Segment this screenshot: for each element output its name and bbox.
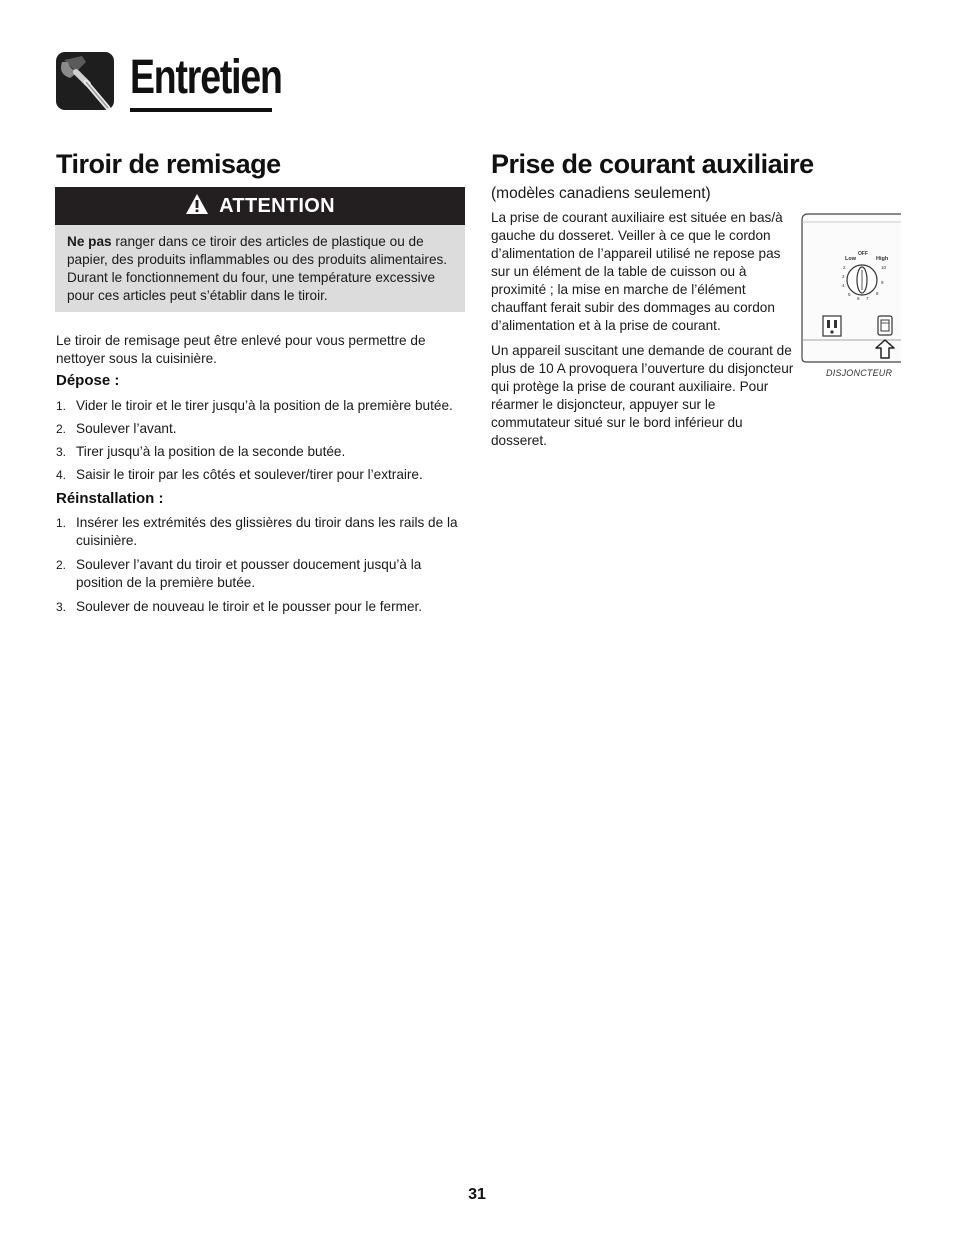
- attention-banner: [55, 187, 465, 225]
- removal-steps: [56, 397, 466, 484]
- breaker-switch-icon: [878, 316, 892, 335]
- section-subtitle: (modèles canadiens seulement): [491, 185, 711, 202]
- list-item: 1. Vider le tiroir et le tirer jusqu’à la position de la première butée.: [56, 398, 453, 413]
- svg-text:6: 6: [857, 296, 860, 301]
- page-number: 31: [468, 1186, 486, 1203]
- backguard-illustration: [800, 212, 902, 364]
- removal-heading: Dépose :: [56, 372, 120, 389]
- control-knob-icon: [847, 265, 877, 295]
- svg-text:OFF: OFF: [858, 251, 868, 257]
- svg-text:Low: Low: [845, 256, 856, 262]
- reinstall-heading: Réinstallation :: [56, 490, 164, 507]
- attention-lead: Ne pas: [67, 234, 112, 249]
- svg-text:High: High: [876, 256, 889, 262]
- svg-text:8: 8: [876, 291, 879, 296]
- figure-caption: DISJONCTEUR: [826, 368, 893, 378]
- warning-triangle-icon: [185, 193, 209, 220]
- outlet-icon: [823, 316, 841, 336]
- list-item: 3. Tirer jusqu’à la position de la seconde butée.: [56, 444, 346, 459]
- drawer-intro-text: Le tiroir de remisage peut être enlevé pour vous permettre de nettoyer sous la cuisinière.: [56, 333, 426, 366]
- svg-text:2: 2: [843, 265, 846, 270]
- list-item: 4. Saisir le tiroir par les côtés et soulever/tirer pour l’extraire.: [56, 467, 423, 482]
- svg-text:4: 4: [842, 283, 845, 288]
- svg-text:10: 10: [881, 265, 887, 270]
- list-item: 2. Soulever l’avant du tiroir et pousser doucement jusqu’à la position de la première butée.: [56, 557, 422, 590]
- aux-outlet-paragraph-2: Un appareil suscitant une demande de courant de plus de 10 A provoquera l’ouverture du disjoncteur qui protège la prise de courant auxiliaire. Pour réarmer le disjoncteur, appuyer sur le commutateur situé sur le bord inférieur du dosseret.: [491, 343, 794, 448]
- section-heading-storage-drawer: Tiroir de remisage: [56, 149, 281, 179]
- attention-label: ATTENTION: [219, 194, 335, 217]
- title-underline: [130, 108, 272, 112]
- screwdriver-icon: [56, 52, 114, 110]
- list-item: 2. Soulever l’avant.: [56, 421, 177, 436]
- aux-outlet-paragraph-1: La prise de courant auxiliaire est située en bas/à gauche du dosseret. Veiller à ce que le cordon d’alimentation de l’appareil utilisé ne repose pas sur un élément de la table de cuisson ou à proximité ; la mise en marche de l’élément chauffant ferait subir des dommages au cordon d’alimentation et à la prise de courant.: [491, 210, 783, 333]
- list-item: 3. Soulever de nouveau le tiroir et le pousser pour le fermer.: [56, 599, 423, 614]
- section-heading-aux-outlet: Prise de courant auxiliaire: [491, 149, 814, 179]
- list-item: 1. Insérer les extrémités des glissières du tiroir dans les rails de la cuisinière.: [56, 515, 458, 548]
- attention-text: [67, 233, 452, 305]
- svg-text:9: 9: [881, 280, 884, 285]
- page-title: Entretien: [130, 51, 282, 104]
- svg-text:5: 5: [848, 292, 851, 297]
- attention-body: [55, 225, 465, 312]
- svg-text:7: 7: [866, 296, 869, 301]
- reinstall-steps: [56, 514, 466, 616]
- attention-message: ranger dans ce tiroir des articles de plastique ou de papier, des produits inflammables ou des produits alimentaires. Durant le fonctionnement du four, une température excessive pour ces articles peut s’établir dans le tiroir.: [67, 234, 448, 303]
- svg-text:3: 3: [842, 274, 845, 279]
